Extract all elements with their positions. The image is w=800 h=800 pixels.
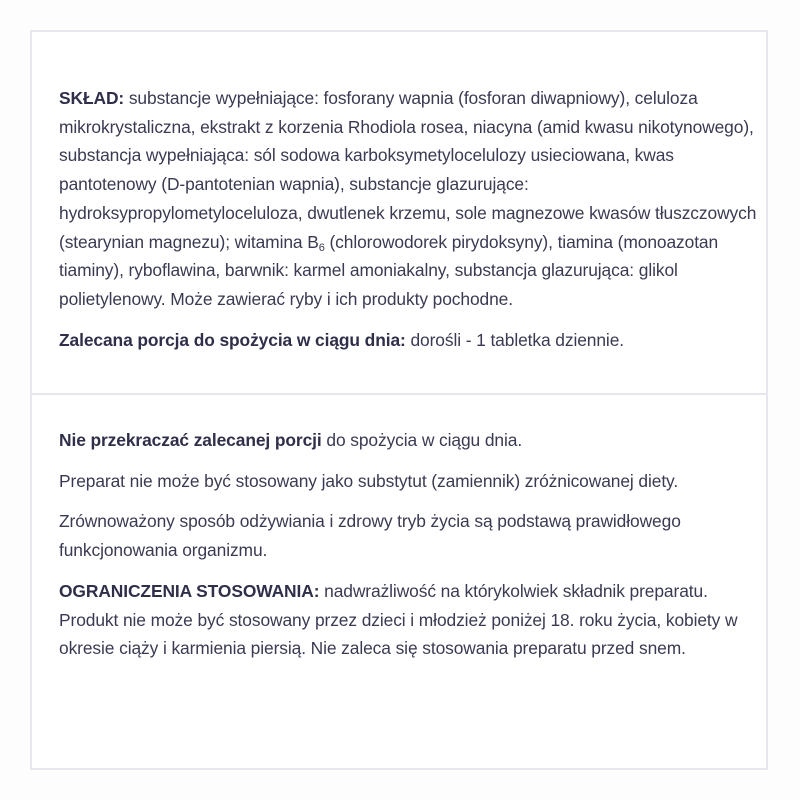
do-not-exceed-label: Nie przekraczać zalecanej porcji [59, 430, 322, 450]
section-divider [32, 393, 766, 395]
composition-paragraph [59, 84, 759, 314]
vitamin-b6-subscript: 6 [318, 241, 325, 254]
do-not-exceed-paragraph [59, 426, 759, 455]
dosage-paragraph [59, 326, 759, 355]
restrictions-paragraph [59, 577, 759, 663]
warnings-section [59, 426, 759, 673]
composition-label: SKŁAD: [59, 88, 125, 108]
not-substitute-paragraph: Preparat nie może być stosowany jako substytut (zamiennik) zróżnicowanej diety. [59, 470, 679, 491]
composition-text: substancje wypełniające: fosforany wapnia (fosforan diwapniowy), celuloza mikrokrystaliczna, ekstrakt z korzenia Rhodiola rosea, niacyna (amid kwasu nikotynowego), substancja wypełniająca: sól sodowa karboksymetylocelulozy usieciowana, kwas pantotenowy (D-pantotenian wapnia), substancje glazurujące: hydroksypropylometyloceluloza, dwutlenek krzemu, sole magnezowe kwasów tłuszczowych (stearynian magnezu); witamina B [59, 88, 757, 252]
restrictions-label: OGRANICZENIA STOSOWANIA: [59, 580, 320, 601]
restrictions-text: nadwrażliwość na którykolwiek składnik preparatu. Produkt nie może być stosowany przez dzieci i młodzież poniżej 18. roku życia, kobiety w okresie ciąży i karmienia piersią. Nie zaleca się stosowania preparatu przed snem. [59, 580, 738, 659]
dosage-text: dorośli - 1 tabletka dziennie. [405, 329, 624, 350]
balanced-diet-paragraph: Zrównoważony sposób odżywiania i zdrowy tryb życia są podstawą prawidłowego funkcjonowania organizmu. [59, 511, 681, 561]
dosage-label: Zalecana porcja do spożycia w ciągu dnia: [59, 329, 406, 350]
do-not-exceed-text: do spożycia w ciągu dnia. [321, 430, 523, 450]
label-panel [30, 30, 768, 770]
composition-section [59, 84, 759, 364]
composition-text-continued: (chlorowodorek pirydoksyny), tiamina (monoazotan tiaminy), ryboflawina, barwnik: karmel amoniakalny, substancja glazurująca: glikol polietylenowy. Może zawierać ryby i ich produkty pochodne. [59, 231, 719, 309]
